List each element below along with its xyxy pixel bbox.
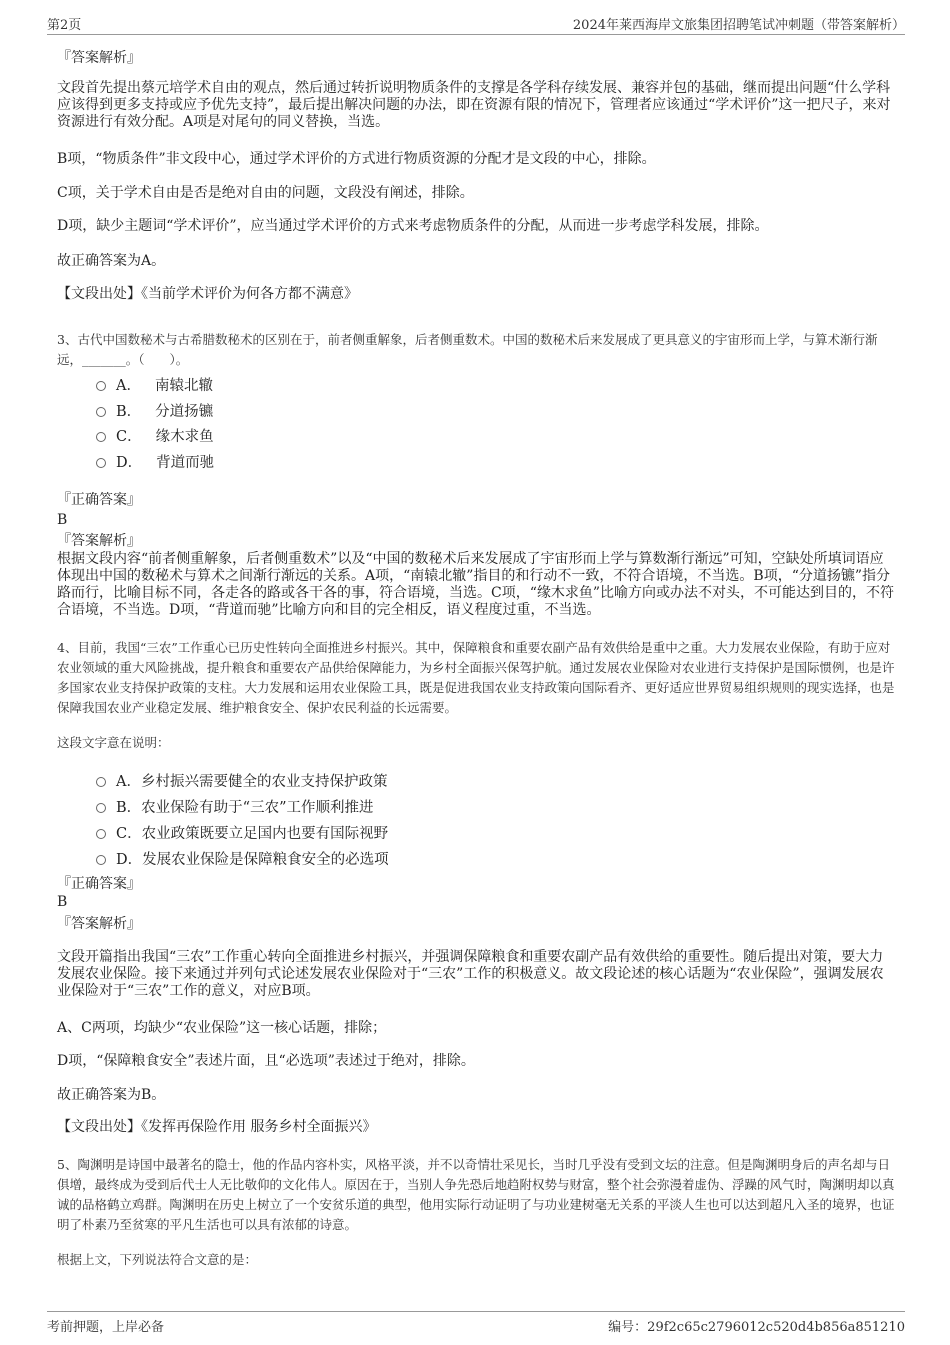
question-4-option-a[interactable]: A．乡村振兴需要健全的农业支持保护政策 bbox=[96, 770, 387, 791]
question-3-option-b[interactable]: B． 分道扬镳 bbox=[96, 400, 213, 421]
analysis-paragraph: C项，关于学术自由是否是绝对自由的问题，文段没有阐述，排除。 bbox=[57, 185, 474, 201]
page-footer bbox=[47, 1311, 905, 1335]
analysis-paragraph: 文段开篇指出我国“三农”工作重心转向全面推进乡村振兴，并强调保障粮食和重要农副产品有效供给的重要性。随后提出对策，要大力发展农业保险。接下来通过并列句式论述发展农业保险对于“三农”工作的积极意义。故文段论述的核心话题为“农业保险”，强调发展农业保险对于“三农”工作的意义，对应B项。 bbox=[57, 949, 884, 999]
conclusion: 故正确答案为B。 bbox=[57, 1087, 166, 1103]
footer-slogan: 考前押题，上岸必备 bbox=[47, 1320, 165, 1335]
analysis-paragraph: 文段首先提出蔡元培学术自由的观点，然后通过转折说明物质条件的支撑是各学科存续发展、兼容并包的基础，继而提出问题“什么学科应该得到更多支持或应予优先支持”，最后提出解决问题的办法，即在资源有限的情况下，管理者应该通过“学术评价”这一把尺子，来对资源进行有效分配。A项是对尾句的同义替换，当选。 bbox=[57, 80, 891, 130]
question-4-option-d[interactable]: D．发展农业保险是保障粮食安全的必选项 bbox=[96, 848, 389, 869]
question-4-option-b[interactable]: B．农业保险有助于“三农”工作顺利推进 bbox=[96, 796, 373, 817]
source-citation: 【文段出处】《当前学术评价为何各方都不满意》 bbox=[57, 286, 358, 302]
question-5-prompt: 根据上文，下列说法符合文意的是： bbox=[57, 1252, 258, 1267]
radio-icon[interactable] bbox=[96, 803, 106, 813]
analysis-paragraph: B项，“物质条件”非文段中心，通过学术评价的方式进行物质资源的分配才是文段的中心，排除。 bbox=[57, 151, 656, 167]
radio-icon[interactable] bbox=[96, 407, 106, 417]
question-3-option-a[interactable]: A． 南辕北辙 bbox=[96, 374, 213, 395]
radio-icon[interactable] bbox=[96, 458, 106, 468]
analysis-label: 『答案解析』 bbox=[57, 533, 141, 549]
answer-label: 『正确答案』 bbox=[57, 876, 141, 892]
page-number: 第2页 bbox=[47, 18, 82, 33]
analysis-label: 『答案解析』 bbox=[57, 916, 141, 932]
analysis-paragraph: 根据文段内容“前者侧重解象，后者侧重数术”以及“中国的数秘术后来发展成了宇宙形而上学与算数渐行渐远”可知，空缺处所填词语应体现出中国的数秘术与算术之间渐行渐远的关系。A项，“南辕北辙”指目的和行动不一致，不符合语境，不当选。B项，“分道扬镳”指分路而行，比喻目标不同，各走各的路或各干各的事，符合语境，当选。C项，“缘木求鱼”比喻方向或办法不对头，不可能达到目的，不符合语境，不当选。D项，“背道而驰”比喻方向和目的完全相反，语义程度过重，不当选。 bbox=[57, 551, 895, 618]
page-header bbox=[47, 12, 905, 35]
analysis-paragraph: D项，缺少主题词“学术评价”，应当通过学术评价的方式来考虑物质条件的分配，从而进一步考虑学科发展，排除。 bbox=[57, 218, 769, 234]
question-3-option-c[interactable]: C． 缘木求鱼 bbox=[96, 425, 214, 446]
question-4-prompt: 这段文字意在说明： bbox=[57, 735, 170, 750]
document-id: 编号：29f2c65c2796012c520d4b856a851210 bbox=[608, 1320, 905, 1335]
analysis-paragraph: A、C两项，均缺少“农业保险”这一核心话题，排除； bbox=[57, 1020, 387, 1036]
question-4-text: 4、目前，我国“三农”工作重心已历史性转向全面推进乡村振兴。其中，保障粮食和重要农副产品有效供给是重中之重。大力发展农业保险，有助于应对农业领域的重大风险挑战，提升粮食和重要农产品供给保障能力，为乡村全面振兴保驾护航。通过发展农业保险对农业进行支持保护是国际惯例，也是许多国家农业支持保护政策的支柱。大力发展和运用农业保险工具，既是促进我国农业支持政策向国际看齐、更好适应世界贸易组织规则的现实选择，也是保障我国农业产业稳定发展、维护粮食安全、保护农民利益的长远需要。 bbox=[57, 640, 895, 715]
source-citation: 【文段出处】《发挥再保险作用 服务乡村全面振兴》 bbox=[57, 1119, 377, 1135]
question-4-option-c[interactable]: C．农业政策既要立足国内也要有国际视野 bbox=[96, 822, 388, 843]
radio-icon[interactable] bbox=[96, 777, 106, 787]
analysis-paragraph: D项，“保障粮食安全”表述片面，且“必选项”表述过于绝对，排除。 bbox=[57, 1053, 475, 1069]
question-3-text: 3、古代中国数秘术与古希腊数秘术的区别在于，前者侧重解象，后者侧重数术。中国的数秘术后来发展成了更具意义的宇宙形而上学，与算术渐行渐远，_______。（ ）。 bbox=[57, 332, 878, 367]
answer-label: 『正确答案』 bbox=[57, 492, 141, 508]
radio-icon[interactable] bbox=[96, 381, 106, 391]
conclusion: 故正确答案为A。 bbox=[57, 253, 166, 269]
analysis-label: 『答案解析』 bbox=[57, 50, 141, 66]
radio-icon[interactable] bbox=[96, 432, 106, 442]
document-title: 2024年莱西海岸文旅集团招聘笔试冲刺题（带答案解析） bbox=[572, 18, 905, 33]
radio-icon[interactable] bbox=[96, 855, 106, 865]
radio-icon[interactable] bbox=[96, 829, 106, 839]
question-5-text: 5、陶渊明是诗国中最著名的隐士，他的作品内容朴实，风格平淡，并不以奇情壮采见长，当时几乎没有受到文坛的注意。但是陶渊明身后的声名却与日俱增，最终成为受到后代士人无比敬仰的文化伟人。原因在于，当别人争先恐后地趋附权势与财富，整个社会弥漫着虚伪、浮躁的风气时，陶渊明却以真诚的品格鹤立鸡群。陶渊明在历史上树立了一个安贫乐道的典型，他用实际行动证明了与功业建树毫无关系的平淡人生也可以达到超凡入圣的境界，也证明了朴素乃至贫寒的平凡生活也可以具有浓郁的诗意。 bbox=[57, 1157, 895, 1232]
answer-value: B bbox=[57, 512, 68, 528]
answer-value: B bbox=[57, 894, 68, 910]
question-3-option-d[interactable]: D． 背道而驰 bbox=[96, 451, 214, 472]
